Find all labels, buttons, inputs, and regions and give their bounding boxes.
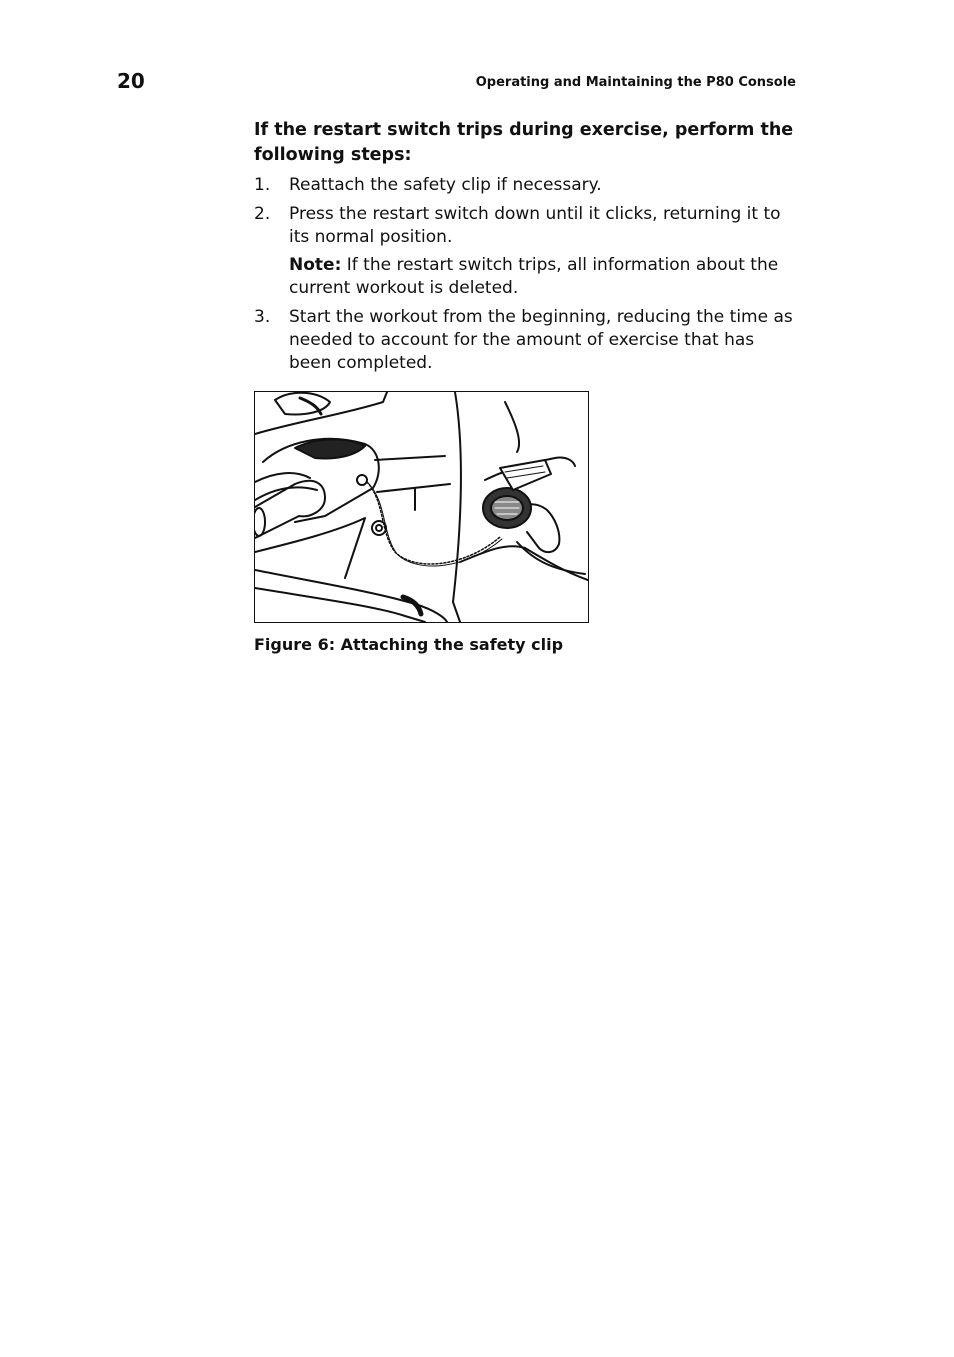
section-heading: If the restart switch trips during exercise, perform the following steps:: [254, 120, 794, 165]
step-text: Start the workout from the beginning, reducing the time as needed to account for the amount of exercise that has been completed.: [289, 307, 793, 373]
step-number: 2.: [254, 204, 271, 224]
safety-clip-figure: [254, 391, 589, 623]
step-text: Press the restart switch down until it clicks, returning it to its normal position.: [289, 204, 781, 247]
step-item: [254, 174, 794, 197]
note-label: Note:: [289, 255, 342, 275]
step-item: [254, 203, 794, 300]
step-text: Reattach the safety clip if necessary.: [289, 175, 602, 195]
step-number: 1.: [254, 175, 271, 195]
safety-clip-illustration: [255, 392, 588, 622]
step-item: [254, 306, 794, 375]
figure-caption: Figure 6: Attaching the safety clip: [254, 635, 564, 654]
running-header: Operating and Maintaining the P80 Console: [475, 75, 796, 90]
steps-list: [254, 174, 794, 375]
page-number: 20: [117, 69, 145, 93]
main-content: [254, 118, 794, 381]
step-number: 3.: [254, 307, 271, 327]
note-text: If the restart switch trips, all information about the current workout is deleted.: [289, 255, 779, 298]
step-note: [289, 254, 794, 300]
